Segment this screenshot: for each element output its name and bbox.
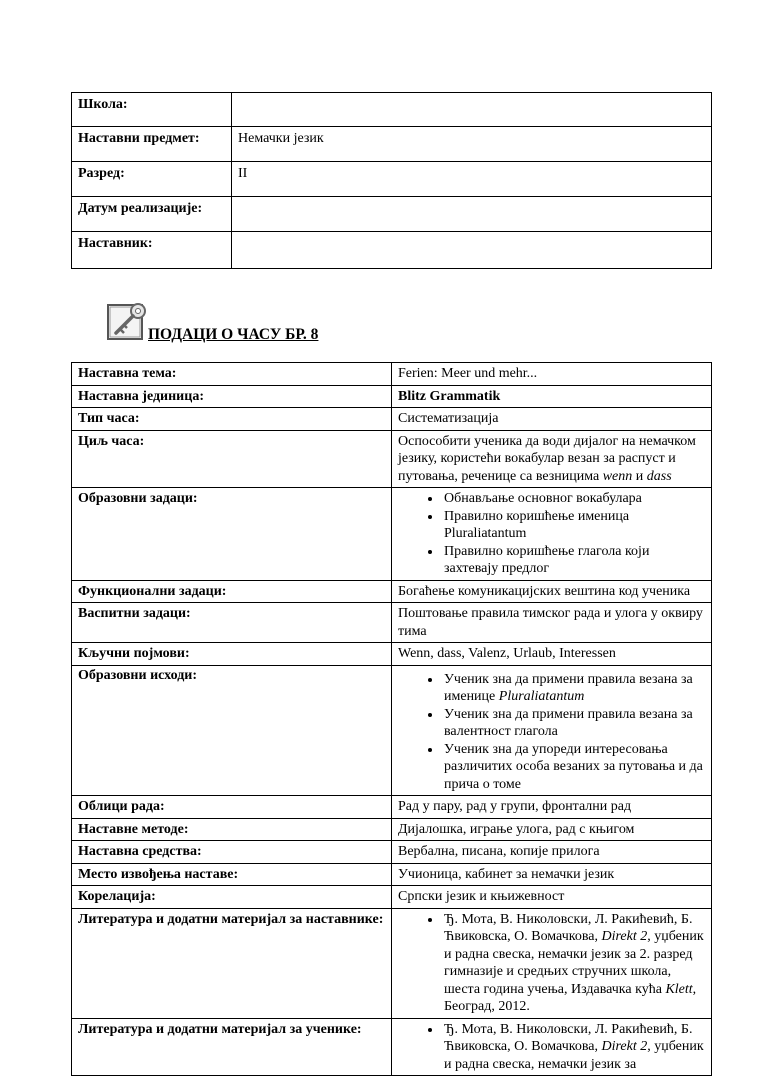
row-value <box>392 1018 712 1076</box>
row-location <box>72 863 712 886</box>
row-key-terms <box>72 643 712 666</box>
row-value: Ferien: Meer und mehr... <box>392 363 712 386</box>
row-value: Систематизација <box>392 408 712 431</box>
info-label: Разред: <box>72 162 232 197</box>
info-row-subject <box>72 127 712 162</box>
outcome-term: Pluraliatantum <box>498 689 585 704</box>
info-label: Школа: <box>72 93 232 127</box>
row-label: Кључни појмови: <box>72 643 392 666</box>
row-value <box>392 665 712 796</box>
row-label: Васпитни задаци: <box>72 603 392 643</box>
info-row-grade <box>72 162 712 197</box>
row-teaching-aids <box>72 841 712 864</box>
list-item: • Обнављање основног вокабулара <box>442 490 705 508</box>
info-label: Наставни предмет: <box>72 127 232 162</box>
info-row-teacher <box>72 232 712 269</box>
literature-details: , уџбеник и радна свеска, немачки језик за <box>444 1039 704 1072</box>
list-item <box>442 911 705 1016</box>
objectives-list <box>398 490 705 578</box>
literature-authors: Ђ. Мота, В. Николовски, Л. Ракићевић, Б. Ћвиковска, О. Вомачкова, <box>444 911 693 944</box>
row-upbringing-objectives <box>72 603 712 643</box>
row-label: Тип часа: <box>72 408 392 431</box>
info-value: II <box>232 162 712 197</box>
list-item: • Правилно коришћење именица Pluraliatantum <box>442 508 705 543</box>
row-educational-objectives <box>72 488 712 581</box>
row-label: Образовни задаци: <box>72 488 392 581</box>
row-value: Поштовање правила тимског рада и улога у оквиру тима <box>392 603 712 643</box>
row-value <box>392 488 712 581</box>
row-label: Наставна тема: <box>72 363 392 386</box>
row-value: Учионица, кабинет за немачки језик <box>392 863 712 886</box>
row-teaching-methods <box>72 818 712 841</box>
row-label: Наставне методе: <box>72 818 392 841</box>
outcomes-list <box>398 671 705 794</box>
row-correlation <box>72 886 712 909</box>
row-value <box>392 908 712 1018</box>
row-lesson-type <box>72 408 712 431</box>
list-item: • Ученик зна да упореди интересовања различитих особа везаних за путовања и да прича о томе <box>442 741 705 794</box>
row-label: Литература и додатни материјал за ученике: <box>72 1018 392 1076</box>
literature-list <box>398 911 705 1016</box>
row-value: Богаћење комуникацијских вештина код ученика <box>392 580 712 603</box>
row-label: Циљ часа: <box>72 430 392 488</box>
info-value <box>232 197 712 232</box>
goal-word-wenn: wenn <box>602 468 633 484</box>
row-value: Wenn, dass, Valenz, Urlaub, Interessen <box>392 643 712 666</box>
row-work-forms <box>72 796 712 819</box>
row-unit <box>72 385 712 408</box>
literature-place-year: , Београд, 2012. <box>444 981 697 1014</box>
lesson-title: ПОДАЦИ О ЧАСУ БР. 8 <box>148 326 319 343</box>
row-label: Образовни исходи: <box>72 665 392 796</box>
literature-publisher: Klett <box>665 981 693 997</box>
row-value: Вербална, писана, копије прилога <box>392 841 712 864</box>
literature-list <box>398 1021 705 1074</box>
row-label: Наставна јединица: <box>72 385 392 408</box>
key-icon <box>106 302 148 344</box>
row-value: Blitz Grammatik <box>392 385 712 408</box>
literature-authors: Ђ. Мота, В. Николовски, Л. Ракићевић, Б. Ћвиковска, О. Вомачкова, <box>444 1021 693 1054</box>
goal-word-dass: dass <box>646 468 672 484</box>
row-learning-outcomes <box>72 665 712 796</box>
literature-book: Direkt 2 <box>601 929 648 944</box>
list-item <box>442 1021 705 1074</box>
row-label: Литература и додатни материјал за наставнике: <box>72 908 392 1018</box>
outcome-text: Ученик зна да примени правила везана за именице <box>444 671 693 704</box>
row-value <box>392 430 712 488</box>
row-literature-student <box>72 1018 712 1076</box>
row-literature-teacher <box>72 908 712 1018</box>
row-goal <box>72 430 712 488</box>
info-row-date <box>72 197 712 232</box>
row-topic <box>72 363 712 386</box>
list-item <box>442 671 705 706</box>
row-label: Функционални задаци: <box>72 580 392 603</box>
list-item: • Ученик зна да примени правила везана за валентност глагола <box>442 706 705 741</box>
info-value: Немачки језик <box>232 127 712 162</box>
info-label: Наставник: <box>72 232 232 269</box>
row-functional-objectives <box>72 580 712 603</box>
info-value <box>232 232 712 269</box>
row-value: Српски језик и књижевност <box>392 886 712 909</box>
row-label: Место извођења наставе: <box>72 863 392 886</box>
row-value: Рад у пару, рад у групи, фронтални рад <box>392 796 712 819</box>
goal-joiner: и <box>632 468 647 484</box>
row-label: Облици рада: <box>72 796 392 819</box>
info-value <box>232 93 712 127</box>
info-label: Датум реализације: <box>72 197 232 232</box>
list-item: • Правилно коришћење глагола који захтевају предлог <box>442 543 705 578</box>
row-label: Корелација: <box>72 886 392 909</box>
info-row-school <box>72 93 712 127</box>
goal-text: Оспособити ученика да води дијалог на немачком језику, користећи вокабулар везан за распуст и путовања, реченице са везницима <box>398 433 696 484</box>
literature-book: Direkt 2 <box>601 1039 648 1054</box>
literature-details: , уџбеник и радна свеска, немачки језик за 2. разред гимназије и средњих стручних школа, шеста година учења, Издавачка кућа <box>444 929 704 997</box>
lesson-plan-table <box>71 362 712 1076</box>
row-value: Дијалошка, играње улога, рад с књигом <box>392 818 712 841</box>
row-label: Наставна средства: <box>72 841 392 864</box>
school-info-table <box>71 92 712 269</box>
